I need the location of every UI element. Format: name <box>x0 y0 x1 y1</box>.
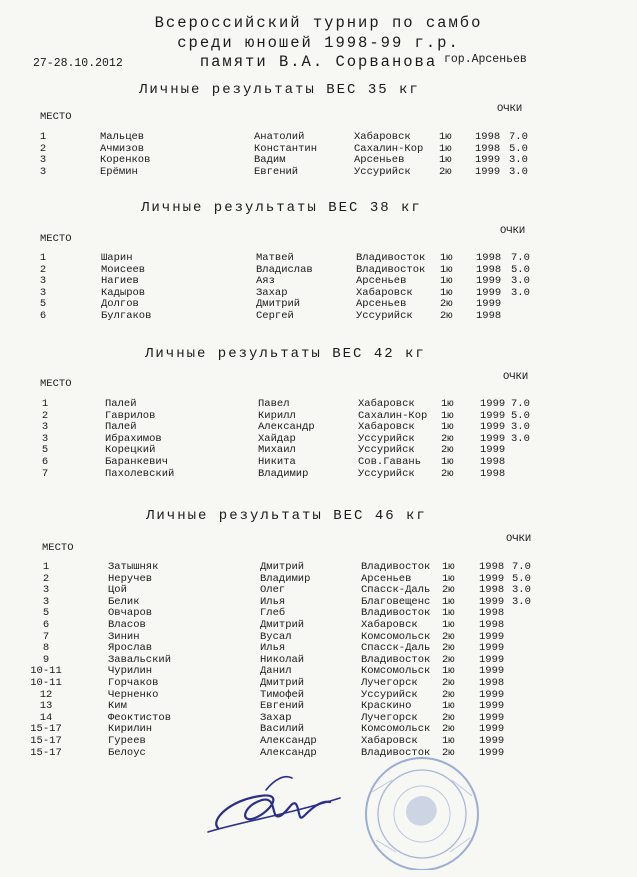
cell-city: Владивосток <box>356 263 426 276</box>
cell-year: 1999 <box>479 711 505 724</box>
cell-city: Уссурийск <box>358 467 415 480</box>
cell-surname: Цой <box>108 584 127 597</box>
cell-rank: 1ю <box>442 607 455 620</box>
weight-class-title: Личные результаты ВЕС 38 кг <box>141 200 422 216</box>
cell-year: 1999 <box>479 642 505 655</box>
cell-points: 3.0 <box>511 421 530 434</box>
signature-image <box>200 770 350 840</box>
cell-place: 2 <box>41 409 49 422</box>
cell-name: Александр <box>260 746 317 759</box>
cell-rank: 1ю <box>439 154 452 167</box>
cell-points: 3.0 <box>512 584 531 597</box>
cell-surname: Булгаков <box>101 309 152 322</box>
cell-surname: Затышняк <box>108 561 159 573</box>
cell-year: 1999 <box>479 734 505 747</box>
cell-year: 1998 <box>476 309 502 322</box>
cell-year: 1999 <box>480 444 506 457</box>
cell-city: Сов.Гавань <box>358 455 422 468</box>
cell-rank: 1ю <box>442 700 455 713</box>
cell-points: 5.0 <box>509 142 528 155</box>
cell-city: Спасск-Даль <box>361 584 431 597</box>
cell-place: 10-11 <box>30 676 62 689</box>
cell-name: Анатолий <box>254 131 305 143</box>
cell-year: 1999 <box>475 165 501 178</box>
cell-rank: 2ю <box>441 467 454 480</box>
tournament-title-line-3: памяти В.А. Сорванова <box>199 53 438 71</box>
cell-rank: 1ю <box>442 572 455 585</box>
cell-name: Владимир <box>260 572 311 585</box>
points-column-label: ОЧКИ <box>497 103 523 115</box>
tournament-title-line-1: Всероссийский турнир по самбо <box>154 14 483 32</box>
cell-surname: Овчаров <box>108 607 153 620</box>
cell-name: Павел <box>258 398 290 410</box>
cell-place: 3 <box>42 595 50 608</box>
cell-surname: Черненко <box>108 688 159 701</box>
cell-place: 3 <box>39 165 47 178</box>
cell-year: 1998 <box>475 142 501 155</box>
cell-points: 5.0 <box>512 572 531 585</box>
cell-surname: Ким <box>108 700 127 713</box>
cell-city: Арсеньев <box>361 572 412 585</box>
cell-name: Кирилл <box>258 409 296 422</box>
cell-rank: 2ю <box>440 298 453 311</box>
cell-year: 1998 <box>475 131 501 143</box>
cell-city: Хабаровск <box>358 421 415 434</box>
cell-surname: Горчаков <box>108 676 159 689</box>
cell-place: 6 <box>39 309 47 322</box>
cell-surname: Нагиев <box>101 275 139 288</box>
cell-points: 3.0 <box>509 165 528 178</box>
cell-place: 15-17 <box>30 746 62 759</box>
cell-points: 3.0 <box>511 432 530 445</box>
cell-rank: 2ю <box>442 630 455 643</box>
cell-year: 1998 <box>479 676 505 689</box>
cell-name: Николай <box>260 653 305 666</box>
cell-city: Хабаровск <box>361 618 418 631</box>
cell-surname: Ярослав <box>108 642 153 655</box>
cell-year: 1999 <box>479 653 505 666</box>
cell-rank: 2ю <box>439 165 452 178</box>
tournament-date: 27-28.10.2012 <box>33 57 123 70</box>
cell-city: Хабаровск <box>356 286 413 299</box>
cell-year: 1999 <box>479 700 505 713</box>
cell-surname: Неручев <box>108 572 153 585</box>
cell-year: 1999 <box>475 154 501 167</box>
cell-surname: Гуреев <box>108 734 146 747</box>
cell-rank: 1ю <box>439 142 452 155</box>
cell-rank: 1ю <box>440 263 453 276</box>
cell-rank: 1ю <box>442 665 455 678</box>
cell-year: 1999 <box>479 665 505 678</box>
cell-name: Евгений <box>260 700 305 713</box>
cell-city: Уссурийск <box>358 444 415 457</box>
cell-rank: 1ю <box>441 398 454 410</box>
cell-city: Хабаровск <box>354 131 411 143</box>
cell-name: Захар <box>260 711 292 724</box>
cell-surname: Кадыров <box>101 286 146 299</box>
points-column-label: ОЧКИ <box>506 533 532 545</box>
cell-points: 7.0 <box>512 561 531 573</box>
cell-name: Сергей <box>256 309 294 322</box>
cell-place: 3 <box>41 421 49 434</box>
cell-city: Хабаровск <box>361 734 418 747</box>
cell-place: 12 <box>39 688 53 701</box>
cell-rank: 1ю <box>440 286 453 299</box>
tournament-city: гор.Арсеньев <box>444 53 527 66</box>
cell-name: Дмитрий <box>260 561 305 573</box>
cell-surname: Белик <box>108 595 140 608</box>
cell-place: 15-17 <box>30 723 62 736</box>
weight-class-title: Личные результаты ВЕС 46 кг <box>146 508 427 524</box>
cell-name: Илья <box>260 595 286 608</box>
cell-points: 5.0 <box>511 409 530 422</box>
cell-rank: 1ю <box>442 618 455 631</box>
cell-name: Захар <box>256 286 288 299</box>
cell-city: Уссурийск <box>354 165 411 178</box>
tournament-title-line-2: среди юношей 1998-99 г.р. <box>177 34 460 52</box>
cell-year: 1999 <box>479 723 505 736</box>
cell-rank: 2ю <box>442 642 455 655</box>
cell-surname: Мальцев <box>100 131 145 143</box>
cell-city: Владивосток <box>361 653 431 666</box>
cell-year: 1998 <box>480 455 506 468</box>
cell-points: 3.0 <box>512 595 531 608</box>
cell-name: Дмитрий <box>260 676 305 689</box>
cell-name: Аяз <box>256 275 275 288</box>
weight-class-title: Личные результаты ВЕС 42 кг <box>145 346 426 362</box>
cell-rank: 1ю <box>442 595 455 608</box>
cell-name: Александр <box>260 734 317 747</box>
cell-city: Спасск-Даль <box>361 642 431 655</box>
place-column-label: МЕСТО <box>40 233 72 245</box>
cell-rank: 2ю <box>441 444 454 457</box>
cell-city: Благовещенс <box>361 595 431 608</box>
cell-surname: Ибрахимов <box>105 432 162 445</box>
cell-city: Комсомольск <box>361 723 431 736</box>
cell-surname: Ерёмин <box>100 165 138 178</box>
cell-name: Константин <box>254 142 318 155</box>
cell-place: 1 <box>41 398 49 410</box>
cell-place: 15-17 <box>30 734 62 747</box>
cell-surname: Гаврилов <box>105 409 156 422</box>
cell-rank: 2ю <box>442 746 455 759</box>
cell-city: Хабаровск <box>358 398 415 410</box>
cell-surname: Пахолевский <box>105 467 175 480</box>
cell-surname: Зинин <box>108 630 140 643</box>
cell-name: Матвей <box>256 252 294 264</box>
cell-year: 1999 <box>476 286 502 299</box>
cell-name: Глеб <box>260 607 286 620</box>
cell-year: 1999 <box>480 409 506 422</box>
cell-city: Лучегорск <box>361 711 418 724</box>
cell-place: 5 <box>41 444 49 457</box>
cell-year: 1998 <box>479 561 505 573</box>
cell-surname: Палей <box>105 398 137 410</box>
cell-place: 3 <box>39 154 47 167</box>
cell-place: 5 <box>42 607 50 620</box>
cell-surname: Коренков <box>100 154 151 167</box>
points-column-label: ОЧКИ <box>503 371 529 383</box>
cell-name: Данил <box>260 665 292 678</box>
cell-rank: 1ю <box>441 409 454 422</box>
cell-name: Василий <box>260 723 305 736</box>
weight-class-title: Личные результаты ВЕС 35 кг <box>139 82 420 98</box>
cell-surname: Завальский <box>108 653 172 666</box>
cell-points: 3.0 <box>509 154 528 167</box>
cell-place: 9 <box>42 653 50 666</box>
cell-place: 6 <box>42 618 50 631</box>
cell-name: Вадим <box>254 154 286 167</box>
cell-city: Уссурийск <box>361 688 418 701</box>
cell-points: 5.0 <box>511 263 530 276</box>
cell-points: 7.0 <box>511 252 530 264</box>
cell-city: Комсомольск <box>361 665 431 678</box>
cell-surname: Шарин <box>101 252 133 264</box>
cell-place: 3 <box>41 432 49 445</box>
cell-year: 1998 <box>479 584 505 597</box>
cell-rank: 1ю <box>442 734 455 747</box>
cell-surname: Моисеев <box>101 263 146 276</box>
cell-points: 7.0 <box>509 131 528 143</box>
cell-name: Никита <box>258 455 296 468</box>
cell-surname: Феоктистов <box>108 711 172 724</box>
cell-city: Сахалин-Кор <box>358 409 428 422</box>
cell-surname: Корецкий <box>105 444 156 457</box>
cell-place: 2 <box>39 263 47 276</box>
cell-rank: 2ю <box>442 723 455 736</box>
cell-name: Евгений <box>254 165 299 178</box>
cell-year: 1999 <box>480 432 506 445</box>
cell-name: Александр <box>258 421 315 434</box>
cell-rank: 2ю <box>442 584 455 597</box>
place-column-label: МЕСТО <box>40 378 72 390</box>
cell-year: 1999 <box>479 630 505 643</box>
cell-name: Владислав <box>256 263 313 276</box>
cell-surname: Белоус <box>108 746 146 759</box>
cell-place: 5 <box>39 298 47 311</box>
cell-surname: Долгов <box>101 298 139 311</box>
points-column-label: ОЧКИ <box>500 225 526 237</box>
cell-rank: 2ю <box>442 711 455 724</box>
cell-place: 2 <box>39 142 47 155</box>
cell-city: Владивосток <box>356 252 426 264</box>
cell-place: 3 <box>39 275 47 288</box>
cell-rank: 1ю <box>439 131 452 143</box>
cell-city: Арсеньев <box>354 154 405 167</box>
cell-rank: 1ю <box>442 561 455 573</box>
cell-rank: 1ю <box>440 275 453 288</box>
cell-place: 1 <box>39 252 47 264</box>
cell-city: Арсеньев <box>356 275 407 288</box>
cell-name: Дмитрий <box>256 298 301 311</box>
cell-year: 1999 <box>479 688 505 701</box>
cell-name: Вусал <box>260 630 292 643</box>
cell-name: Дмитрий <box>260 618 305 631</box>
cell-surname: Чурилин <box>108 665 153 678</box>
cell-year: 1999 <box>476 298 502 311</box>
cell-points: 3.0 <box>511 275 530 288</box>
cell-year: 1998 <box>480 467 506 480</box>
cell-city: Уссурийск <box>356 309 413 322</box>
place-column-label: МЕСТО <box>40 111 72 123</box>
cell-place: 7 <box>42 630 50 643</box>
cell-rank: 1ю <box>441 455 454 468</box>
cell-year: 1999 <box>479 595 505 608</box>
cell-surname: Кирилин <box>108 723 153 736</box>
cell-city: Уссурийск <box>358 432 415 445</box>
cell-year: 1998 <box>476 252 502 264</box>
cell-place: 3 <box>42 584 50 597</box>
cell-rank: 2ю <box>440 309 453 322</box>
cell-rank: 1ю <box>441 421 454 434</box>
cell-name: Хайдар <box>258 432 296 445</box>
cell-place: 1 <box>42 561 50 573</box>
cell-rank: 2ю <box>442 676 455 689</box>
cell-year: 1998 <box>479 607 505 620</box>
cell-year: 1998 <box>479 618 505 631</box>
cell-points: 7.0 <box>511 398 530 410</box>
cell-place: 3 <box>39 286 47 299</box>
cell-city: Арсеньев <box>356 298 407 311</box>
cell-year: 1999 <box>479 572 505 585</box>
cell-city: Комсомольск <box>361 630 431 643</box>
cell-place: 10-11 <box>30 665 62 678</box>
cell-surname: Палей <box>105 421 137 434</box>
cell-city: Владивосток <box>361 746 431 759</box>
cell-name: Илья <box>260 642 286 655</box>
cell-place: 1 <box>39 131 47 143</box>
cell-city: Краскино <box>361 700 412 713</box>
stamp-image <box>352 752 482 870</box>
cell-city: Владивосток <box>361 607 431 620</box>
cell-city: Лучегорск <box>361 676 418 689</box>
cell-year: 1999 <box>479 746 505 759</box>
cell-rank: 2ю <box>442 653 455 666</box>
cell-surname: Баранкевич <box>105 455 169 468</box>
place-column-label: МЕСТО <box>42 542 74 554</box>
cell-place: 7 <box>41 467 49 480</box>
cell-surname: Власов <box>108 618 146 631</box>
cell-place: 2 <box>42 572 50 585</box>
cell-name: Владимир <box>258 467 309 480</box>
cell-rank: 2ю <box>441 432 454 445</box>
cell-year: 1998 <box>476 263 502 276</box>
cell-city: Владивосток <box>361 561 431 573</box>
cell-rank: 1ю <box>440 252 453 264</box>
cell-year: 1999 <box>476 275 502 288</box>
cell-rank: 2ю <box>442 688 455 701</box>
cell-name: Михаил <box>258 444 296 457</box>
cell-city: Сахалин-Кор <box>354 142 424 155</box>
cell-points: 3.0 <box>511 286 530 299</box>
cell-surname: Ачмизов <box>100 142 145 155</box>
cell-year: 1999 <box>480 421 506 434</box>
cell-year: 1999 <box>480 398 506 410</box>
cell-place: 6 <box>41 455 49 468</box>
cell-place: 13 <box>39 700 53 713</box>
cell-name: Тимофей <box>260 688 305 701</box>
cell-name: Олег <box>260 584 286 597</box>
cell-place: 8 <box>42 642 50 655</box>
cell-place: 14 <box>39 711 53 724</box>
